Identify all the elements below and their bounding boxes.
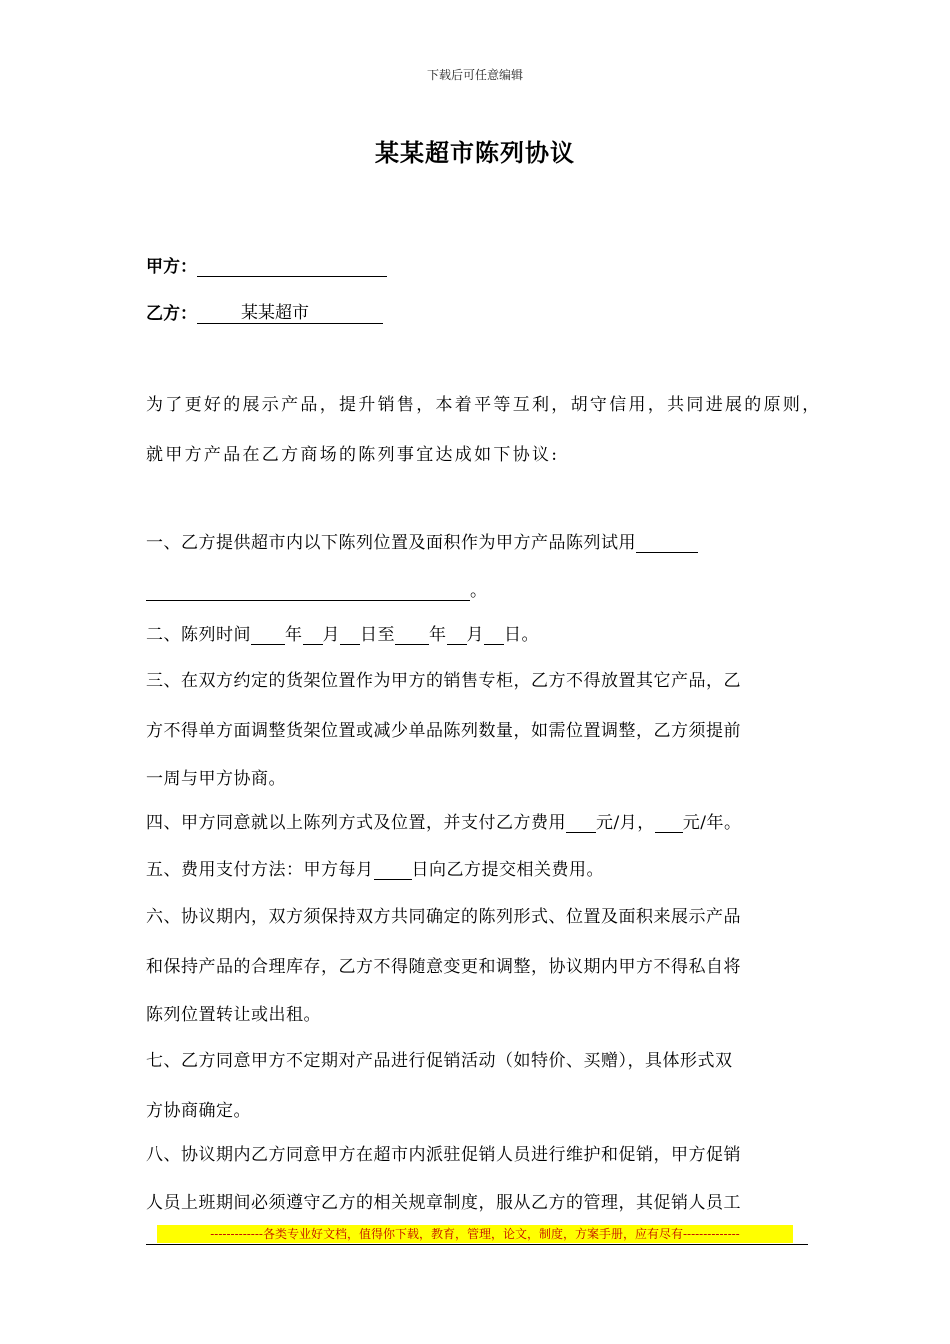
blank-end-year [395,625,429,645]
blank-start-day [340,625,360,645]
clause-8-line-1: 八、协议期内乙方同意甲方在超市内派驻促销人员进行维护和促销，甲方促销 [146,1145,741,1165]
blank-fee-month [566,813,596,833]
clause-1-blank-a [636,533,698,553]
blank-start-year [251,625,285,645]
clause-2-month-2: 月 [466,625,484,645]
clause-2-prefix: 二、陈列时间 [146,625,251,645]
clause-2-year-2: 年 [429,625,447,645]
clause-6-line-1: 六、协议期内，双方须保持双方共同确定的陈列形式、位置及面积来展示产品 [146,907,741,927]
footer-banner: -------------各类专业好文档，值得你下载，教育，管理，论文，制度，方案手册，应有尽有-------------- [157,1225,793,1243]
clause-8-line-2: 人员上班期间必须遵守乙方的相关规章制度，服从乙方的管理，其促销人员工 [146,1193,741,1213]
intro-line-1: 为了更好的展示产品，提升销售，本着平等互利，胡守信用，共同进展的原则， [146,395,822,415]
blank-pay-day [374,860,412,880]
clause-3-line-3: 一周与甲方协商。 [146,769,286,789]
clause-4-per-month: 元/月， [596,813,655,833]
party-b-line [146,298,383,324]
header-note: 下载后可任意编辑 [426,68,523,82]
clause-2-day: 日。 [504,625,539,645]
party-a-label: 甲方： [146,257,197,277]
blank-fee-year [655,813,683,833]
clause-3-line-1: 三、在双方约定的货架位置作为甲方的销售专柜，乙方不得放置其它产品，乙 [146,671,741,691]
clause-2-month: 月 [322,625,340,645]
clause-6-line-2: 和保持产品的合理库存，乙方不得随意变更和调整，协议期内甲方不得私自将 [146,957,741,977]
blank-end-month [447,625,467,645]
clause-7-line-1: 七、乙方同意甲方不定期对产品进行促销活动（如特价、买赠），具体形式双 [146,1051,733,1071]
clause-4-prefix: 四、甲方同意就以上陈列方式及位置，并支付乙方费用 [146,813,566,833]
clause-2-year: 年 [285,625,303,645]
party-b-label: 乙方： [146,304,197,324]
clause-6-line-3: 陈列位置转让或出租。 [146,1005,321,1025]
clause-7-line-2: 方协商确定。 [146,1101,251,1121]
clause-1-line-2 [146,576,488,601]
party-b-value: 某某超市 [197,298,383,324]
clause-1-text: 一、乙方提供超市内以下陈列位置及面积作为甲方产品陈列试用 [146,533,636,553]
footer-divider [146,1244,808,1245]
clause-1-line-1 [146,528,698,553]
clause-4 [146,808,741,833]
clause-2-day-to: 日至 [360,625,395,645]
clause-4-per-year: 元/年。 [682,813,742,833]
blank-end-day [484,625,504,645]
party-a-line [146,252,387,277]
clause-3-line-2: 方不得单方面调整货架位置或减少单品陈列数量，如需位置调整，乙方须提前 [146,721,741,741]
clause-5 [146,855,604,880]
clause-1-end: 。 [470,581,488,601]
clause-1-blank-b [146,581,470,601]
clause-5-prefix: 五、费用支付方法：甲方每月 [146,860,374,880]
document-title: 某某超市陈列协议 [375,138,575,167]
clause-5-suffix: 日向乙方提交相关费用。 [411,860,604,880]
intro-line-2: 就甲方产品在乙方商场的陈列事宜达成如下协议: [146,445,560,465]
blank-start-month [303,625,323,645]
clause-2 [146,620,539,645]
party-a-blank [197,256,387,277]
